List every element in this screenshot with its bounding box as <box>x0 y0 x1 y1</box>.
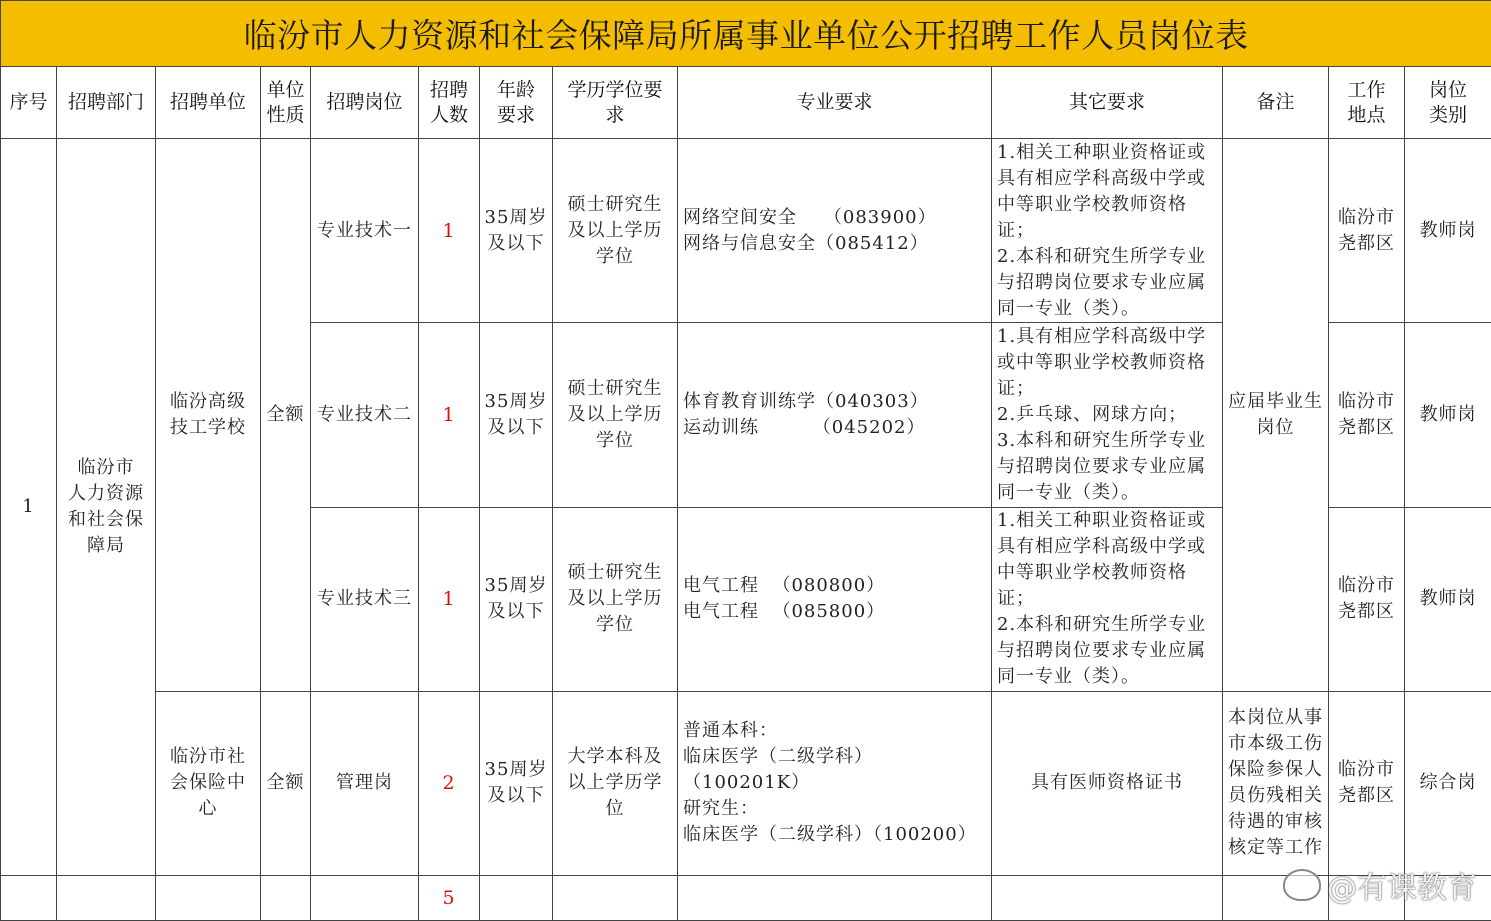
empty-cell <box>678 875 992 920</box>
position-cell: 管理岗 <box>311 691 419 875</box>
table-title: 临汾市人力资源和社会保障局所属事业单位公开招聘工作人员岗位表 <box>1 1 1491 67</box>
empty-cell <box>1329 875 1405 920</box>
header-education: 学历学位要 求 <box>553 67 678 139</box>
age-cell: 35周岁 及以下 <box>480 507 553 691</box>
age-cell: 35周岁 及以下 <box>480 139 553 323</box>
location-cell: 临汾市 尧都区 <box>1329 507 1405 691</box>
other-requirements-cell: 1.具有相应学科高级中学 或中等职业学校教师资格 证； 2.乒乓球、网球方向； 3.本科和研究生所学专业 与招聘岗位要求专业应属 同一专业（类）。 <box>992 323 1223 507</box>
count-cell: 1 <box>419 507 480 691</box>
header-age: 年龄 要求 <box>480 67 553 139</box>
note-cell: 本岗位从事 市本级工伤 保险参保人 员伤残相关 待遇的审核 核定等工作 <box>1223 691 1329 875</box>
header-location: 工作 地点 <box>1329 67 1405 139</box>
position-cell: 专业技术三 <box>311 507 419 691</box>
other-requirements-cell: 1.相关工种职业资格证或 具有相应学科高级中学或 中等职业学校教师资格 证； 2.本科和研究生所学专业 与招聘岗位要求专业应属 同一专业（类）。 <box>992 507 1223 691</box>
header-count: 招聘 人数 <box>419 67 480 139</box>
header-unit: 招聘单位 <box>156 67 261 139</box>
location-cell: 临汾市 尧都区 <box>1329 691 1405 875</box>
empty-cell <box>1 875 57 920</box>
other-requirements-cell: 具有医师资格证书 <box>992 691 1223 875</box>
education-cell: 大学本科及 以上学历学 位 <box>553 691 678 875</box>
header-dept: 招聘部门 <box>57 67 156 139</box>
empty-cell <box>57 875 156 920</box>
header-other: 其它要求 <box>992 67 1223 139</box>
education-cell: 硕士研究生 及以上学历 学位 <box>553 323 678 507</box>
education-cell: 硕士研究生 及以上学历 学位 <box>553 139 678 323</box>
header-note: 备注 <box>1223 67 1329 139</box>
header-major: 专业要求 <box>678 67 992 139</box>
position-cell: 专业技术一 <box>311 139 419 323</box>
total-count-cell: 5 <box>419 875 480 920</box>
unit-cell: 临汾市社 会保险中 心 <box>156 691 261 875</box>
empty-cell <box>1223 875 1329 920</box>
major-cell: 体育教育训练学（040303） 运动训练 （045202） <box>678 323 992 507</box>
header-seq: 序号 <box>1 67 57 139</box>
empty-cell <box>261 875 311 920</box>
empty-cell <box>311 875 419 920</box>
age-cell: 35周岁 及以下 <box>480 323 553 507</box>
category-cell: 教师岗 <box>1405 139 1491 323</box>
age-cell: 35周岁 及以下 <box>480 691 553 875</box>
table-row <box>1 139 1491 323</box>
category-cell: 教师岗 <box>1405 323 1491 507</box>
note-cell: 应届毕业生 岗位 <box>1223 139 1329 692</box>
major-cell: 电气工程 （080800） 电气工程 （085800） <box>678 507 992 691</box>
seq-cell: 1 <box>1 139 57 876</box>
education-cell: 硕士研究生 及以上学历 学位 <box>553 507 678 691</box>
empty-cell <box>156 875 261 920</box>
header-unit-nature: 单位 性质 <box>261 67 311 139</box>
count-cell: 1 <box>419 323 480 507</box>
unit-cell: 临汾高级 技工学校 <box>156 139 261 692</box>
major-cell: 网络空间安全 （083900） 网络与信息安全（085412） <box>678 139 992 323</box>
category-cell: 综合岗 <box>1405 691 1491 875</box>
header-position: 招聘岗位 <box>311 67 419 139</box>
unit-nature-cell: 全额 <box>261 139 311 692</box>
watermark-text: @有课教育 <box>1327 871 1477 906</box>
category-cell: 教师岗 <box>1405 507 1491 691</box>
location-cell: 临汾市 尧都区 <box>1329 323 1405 507</box>
major-cell: 普通本科： 临床医学（二级学科） （100201K） 研究生： 临床医学（二级学科）（100200） <box>678 691 992 875</box>
unit-nature-cell: 全额 <box>261 691 311 875</box>
other-requirements-cell: 1.相关工种职业资格证或 具有相应学科高级中学或 中等职业学校教师资格 证； 2.本科和研究生所学专业 与招聘岗位要求专业应属 同一专业（类）。 <box>992 139 1223 323</box>
table-row <box>1 691 1491 875</box>
empty-cell <box>1405 875 1491 920</box>
count-cell: 2 <box>419 691 480 875</box>
department-cell: 临汾市 人力资源 和社会保 障局 <box>57 139 156 876</box>
empty-cell <box>480 875 553 920</box>
empty-cell <box>992 875 1223 920</box>
count-cell: 1 <box>419 139 480 323</box>
total-row <box>1 875 1491 920</box>
header-category: 岗位 类别 <box>1405 67 1491 139</box>
empty-cell <box>553 875 678 920</box>
position-cell: 专业技术二 <box>311 323 419 507</box>
location-cell: 临汾市 尧都区 <box>1329 139 1405 323</box>
